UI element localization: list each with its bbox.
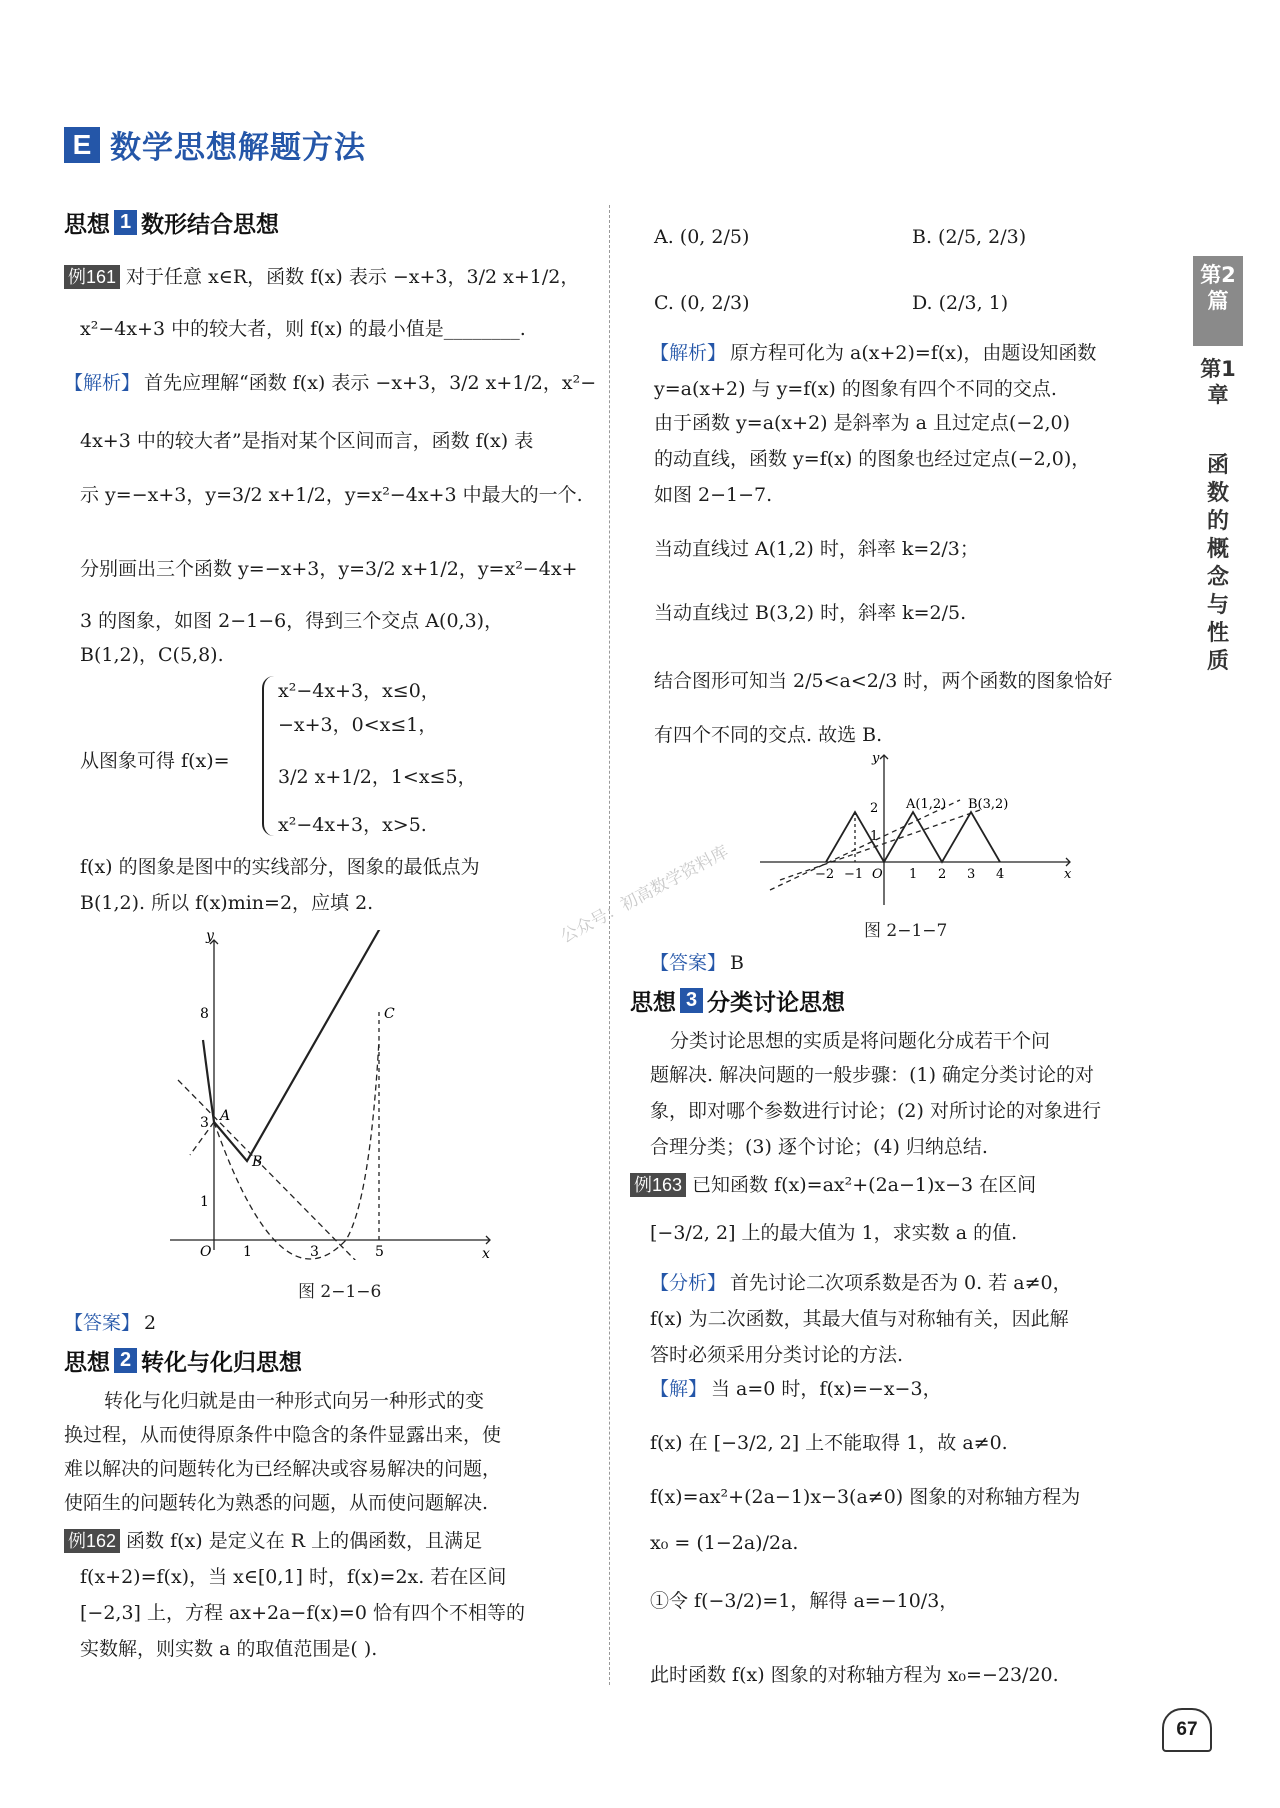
- analysis-line-1: [650, 1270, 1072, 1297]
- tick-x-3: 3: [967, 867, 976, 882]
- jie-line-4: x₀ = (1−2a)/2a.: [650, 1532, 799, 1554]
- heading-prefix: 思想: [630, 990, 676, 1016]
- text: 对于任意 x∈R，函数 f(x) 表示 −x+3，: [126, 266, 467, 288]
- text: 当 a=0 时，f(x)=−x−3，: [711, 1378, 942, 1400]
- para-2-line-4: 使陌生的问题转化为熟悉的问题，从而使问题解决.: [64, 1492, 489, 1514]
- origin-label: O: [200, 1244, 212, 1260]
- example-label: 例162: [64, 1529, 120, 1553]
- r-solution-line-4: 的动直线，函数 y=f(x) 的图象也经过定点(−2,0)，: [654, 448, 1091, 470]
- sidebar-part: 第2篇: [1193, 256, 1243, 346]
- tick-x-1: 1: [243, 1244, 252, 1260]
- heading-thought-1: [64, 206, 279, 239]
- option-b: B. (2/5, 2/3): [912, 226, 1027, 248]
- solution-line-2: 4x+3 中的较大者”是指对某个区间而言，函数 f(x) 表: [80, 430, 534, 452]
- point-c-label: C: [384, 1006, 395, 1022]
- heading-thought-2: [64, 1344, 302, 1377]
- point-a-label: A(1,2): [906, 797, 947, 812]
- solution-line-6: B(1,2)，C(5,8).: [80, 644, 224, 666]
- r-solution-line-7: 当动直线过 B(3,2) 时，斜率 k=2/5.: [654, 602, 967, 624]
- text: 3/2 x+1/2，: [466, 266, 580, 288]
- option-c: C. (0, 2/3): [654, 292, 750, 314]
- r-solution-line-2: y=a(x+2) 与 y=f(x) 的图象有四个不同的交点.: [654, 378, 1057, 400]
- solution-line-7: f(x) 的图象是图中的实线部分，图象的最低点为: [80, 856, 480, 878]
- r-solution-line-5: 如图 2−1−7.: [654, 484, 773, 506]
- tick-x-4: 4: [996, 867, 1005, 882]
- jie-tag: 【解】: [650, 1378, 708, 1400]
- piece-4: x²−4x+3，x>5.: [278, 814, 427, 836]
- section-title-text: 数学思想解题方法: [110, 130, 366, 166]
- heading-text: 分类讨论思想: [707, 990, 845, 1016]
- heading-number: 1: [114, 210, 137, 235]
- r-solution-line-3: 由于函数 y=a(x+2) 是斜率为 a 且过定点(−2,0): [654, 412, 1070, 434]
- axis-x-label: x: [1064, 867, 1072, 882]
- solution-tag: 【解析】: [64, 372, 141, 394]
- r-solution-line-1: [650, 340, 1096, 367]
- heading-number: 3: [680, 988, 703, 1013]
- analysis-tag: 【分析】: [650, 1272, 727, 1294]
- tick-y-2: 2: [870, 801, 879, 816]
- piece-1: x²−4x+3，x≤0，: [278, 680, 440, 702]
- analysis-line-2: f(x) 为二次函数，其最大值与对称轴有关，因此解: [650, 1308, 1069, 1330]
- page-number: 67: [1162, 1708, 1212, 1752]
- answer-tag: 【答案】: [650, 952, 727, 974]
- text: 首先应理解“函数 f(x) 表示 −x+3，3/2 x+1/2，x²−: [144, 372, 597, 394]
- figure-2-1-7: [740, 750, 1080, 910]
- figure-caption-2: 图 2−1−7: [864, 921, 948, 941]
- para-2-line-3: 难以解决的问题转化为已经解决或容易解决的问题，: [64, 1458, 502, 1480]
- tick-y-8: 8: [200, 1006, 209, 1022]
- r-solution-line-6: 当动直线过 A(1,2) 时，斜率 k=2/3；: [654, 538, 979, 560]
- example-161-line-2: x²−4x+3 中的较大者，则 f(x) 的最小值是________.: [80, 318, 526, 340]
- tick-y-1: 1: [870, 829, 879, 844]
- answer-2: [650, 950, 744, 977]
- r-solution-line-8: 结合图形可知当 2/5<a<2/3 时，两个函数的图象恰好: [654, 670, 1113, 692]
- point-a-label: A: [220, 1108, 231, 1124]
- tick-x-2: 2: [938, 867, 947, 882]
- tick-x-m1: −1: [844, 867, 864, 882]
- heading-text: 数形结合思想: [141, 212, 279, 238]
- solution-line-8: B(1,2). 所以 f(x)min=2，应填 2.: [80, 892, 374, 914]
- option-a: A. (0, 2/5): [654, 226, 750, 248]
- text: 函数 f(x) 是定义在 R 上的偶函数，且满足: [126, 1530, 483, 1552]
- option-d: D. (2/3, 1): [912, 292, 1009, 314]
- solution-tag: 【解析】: [650, 342, 727, 364]
- para-3-line-1: 分类讨论思想的实质是将问题化分成若干个问: [670, 1030, 1051, 1052]
- heading-prefix: 思想: [64, 1350, 110, 1376]
- piece-3: 3/2 x+1/2，1<x≤5，: [278, 766, 477, 788]
- figure-caption-1: 图 2−1−6: [298, 1282, 382, 1302]
- jie-line-6: 此时函数 f(x) 图象的对称轴方程为 x₀=−23/20.: [650, 1664, 1059, 1686]
- answer-value: B: [730, 952, 744, 974]
- example-163-line-2: [−3/2, 2] 上的最大值为 1，求实数 a 的值.: [650, 1222, 1018, 1244]
- example-162-line-1: [64, 1528, 482, 1555]
- analysis-line-3: 答时必须采用分类讨论的方法.: [650, 1344, 904, 1366]
- sidebar-title: 函数的概念与性质: [1206, 453, 1229, 674]
- example-162-line-4: 实数解，则实数 a 的取值范围是( ).: [80, 1638, 378, 1660]
- tick-x-m2: −2: [815, 867, 835, 882]
- jie-line-1: [650, 1376, 942, 1403]
- text: 已知函数 f(x)=ax²+(2a−1)x−3 在区间: [692, 1174, 1037, 1196]
- solution-line-5: 3 的图象，如图 2−1−6，得到三个交点 A(0,3)，: [80, 610, 504, 632]
- solution-line-4: 分别画出三个函数 y=−x+3，y=3/2 x+1/2，y=x²−4x+: [80, 558, 578, 580]
- axis-x-label: x: [482, 1246, 490, 1260]
- tick-x-3: 3: [310, 1244, 319, 1260]
- section-title: [64, 122, 366, 167]
- heading-text: 转化与化归思想: [141, 1350, 302, 1376]
- answer-1: [64, 1310, 156, 1337]
- heading-number: 2: [114, 1348, 137, 1373]
- column-divider: [609, 205, 610, 1685]
- tick-x-1: 1: [909, 867, 918, 882]
- example-label: 例161: [64, 265, 120, 289]
- answer-value: 2: [144, 1312, 157, 1334]
- tick-y-1: 1: [200, 1194, 209, 1210]
- section-badge: E: [64, 127, 100, 163]
- axis-y-label: y: [872, 751, 880, 766]
- sidebar-chapter: 第1章: [1200, 357, 1236, 407]
- figure-2-1-6: [160, 930, 500, 1260]
- jie-line-2: f(x) 在 [−3/2, 2] 上不能取得 1，故 a≠0.: [650, 1432, 1008, 1454]
- heading-thought-3: [630, 984, 845, 1017]
- watermark: 公众号：初高数学资料库: [557, 841, 732, 948]
- heading-prefix: 思想: [64, 212, 110, 238]
- piecewise-lead: 从图象可得 f(x)=: [80, 750, 230, 772]
- jie-line-3: f(x)=ax²+(2a−1)x−3(a≠0) 图象的对称轴方程为: [650, 1486, 1081, 1508]
- para-3-line-3: 象，即对哪个参数进行讨论；(2) 对所讨论的对象进行: [650, 1100, 1101, 1122]
- solution-line-3: 示 y=−x+3，y=3/2 x+1/2，y=x²−4x+3 中最大的一个.: [80, 484, 583, 506]
- example-label: 例163: [630, 1173, 686, 1197]
- text: 首先讨论二次项系数是否为 0. 若 a≠0，: [730, 1272, 1072, 1294]
- para-3-line-2: 题解决. 解决问题的一般步骤：(1) 确定分类讨论的对: [650, 1064, 1095, 1086]
- point-b-label: B: [252, 1154, 263, 1170]
- solution-line-1: [64, 370, 596, 397]
- text: 原方程可化为 a(x+2)=f(x)，由题设知函数: [730, 342, 1097, 364]
- tick-y-3: 3: [200, 1115, 209, 1131]
- axis-y-label: y: [206, 930, 214, 944]
- example-163-line-1: [630, 1172, 1036, 1199]
- para-2-line-2: 换过程，从而使得原条件中隐含的条件显露出来，使: [64, 1424, 502, 1446]
- piece-2: −x+3，0<x≤1，: [278, 714, 438, 736]
- example-162-line-2: f(x+2)=f(x)，当 x∈[0,1] 时，f(x)=2x. 若在区间: [80, 1566, 507, 1588]
- answer-tag: 【答案】: [64, 1312, 141, 1334]
- example-161-line-1: [64, 264, 579, 291]
- para-2-line-1: 转化与化归就是由一种形式向另一种形式的变: [104, 1390, 485, 1412]
- piecewise-brace: [262, 676, 278, 836]
- para-3-line-4: 合理分类；(3) 逐个讨论；(4) 归纳总结.: [650, 1136, 988, 1158]
- jie-line-5: ①令 f(−3/2)=1，解得 a=−10/3，: [650, 1590, 959, 1612]
- tick-x-5: 5: [375, 1244, 384, 1260]
- example-162-line-3: [−2,3] 上，方程 ax+2a−f(x)=0 恰有四个不相等的: [80, 1602, 525, 1624]
- origin-label: O: [872, 867, 883, 882]
- r-solution-line-9: 有四个不同的交点. 故选 B.: [654, 724, 883, 746]
- point-b-label: B(3,2): [968, 797, 1009, 812]
